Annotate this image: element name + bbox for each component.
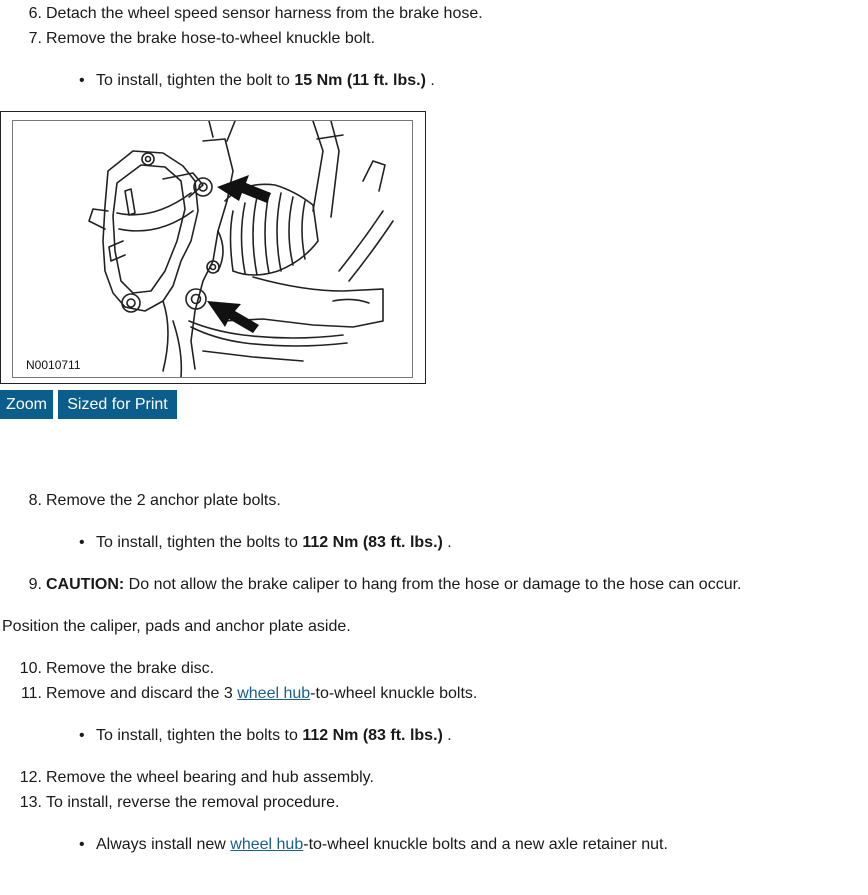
step-6 — [0, 4, 483, 24]
step-number: 7. — [28, 30, 42, 47]
install-note-anchor-torque — [79, 533, 452, 553]
step-12 — [0, 768, 374, 788]
step-text: Detach the wheel speed sensor harness from the brake hose. — [46, 5, 483, 22]
torque-value: 15 Nm (11 ft. lbs.) — [294, 72, 426, 89]
torque-value: 112 Nm (83 ft. lbs.) — [302, 534, 443, 551]
install-note-new-bolts — [79, 835, 668, 855]
step-text: Remove the wheel bearing and hub assembly. — [46, 769, 374, 786]
step-text: To install, reverse the removal procedure. — [46, 794, 340, 811]
note-text-end: . — [442, 534, 452, 551]
bullet-icon: • — [79, 72, 85, 89]
illustration-figure — [0, 111, 426, 384]
arrow-icon — [207, 175, 271, 333]
sized-for-print-button[interactable]: Sized for Print — [58, 390, 177, 419]
paragraph-position-caliper: Position the caliper, pads and anchor plate aside. — [2, 618, 351, 635]
step-text: Remove and discard the 3 — [46, 685, 238, 702]
step-8 — [0, 491, 281, 511]
step-11 — [0, 684, 477, 704]
note-text: To install, tighten the bolts to — [96, 534, 303, 551]
note-text-end: . — [442, 727, 452, 744]
step-number: 13. — [19, 794, 42, 811]
step-number: 8. — [28, 492, 42, 509]
step-9 — [0, 575, 741, 595]
step-text: Remove the 2 anchor plate bolts. — [46, 492, 281, 509]
bullet-icon: • — [79, 836, 85, 853]
install-note-bolt-torque — [79, 71, 435, 91]
step-13 — [0, 793, 339, 813]
bullet-icon: • — [79, 727, 85, 744]
bullet-icon: • — [79, 534, 85, 551]
step-text: Remove the brake disc. — [46, 660, 215, 677]
step-number: 10. — [19, 660, 42, 677]
step-text: Do not allow the brake caliper to hang from the hose or damage to the hose can occur. — [124, 576, 742, 593]
wheel-hub-link[interactable]: wheel hub — [237, 685, 311, 702]
note-text: Always install new — [96, 836, 231, 853]
step-text: Remove the brake hose-to-wheel knuckle bolt. — [46, 30, 376, 47]
step-text-end: -to-wheel knuckle bolts. — [310, 685, 478, 702]
torque-value: 112 Nm (83 ft. lbs.) — [302, 727, 443, 744]
step-number: 6. — [28, 5, 42, 22]
figure-label: N0010711 — [26, 358, 81, 372]
illustration-frame — [12, 120, 413, 378]
brake-knuckle-illustration — [13, 121, 412, 377]
install-note-hub-torque — [79, 726, 452, 746]
wheel-hub-link[interactable]: wheel hub — [230, 836, 304, 853]
note-text: To install, tighten the bolts to — [96, 727, 303, 744]
step-7 — [0, 29, 375, 49]
zoom-button[interactable]: Zoom — [0, 390, 53, 419]
note-text-end: -to-wheel knuckle bolts and a new axle retainer nut. — [303, 836, 668, 853]
step-number: 9. — [28, 576, 42, 593]
note-text-end: . — [425, 72, 435, 89]
step-10 — [0, 659, 214, 679]
step-number: 12. — [19, 769, 42, 786]
step-number: 11. — [20, 685, 42, 702]
caution-label: CAUTION: — [46, 576, 125, 593]
note-text: To install, tighten the bolt to — [96, 72, 295, 89]
